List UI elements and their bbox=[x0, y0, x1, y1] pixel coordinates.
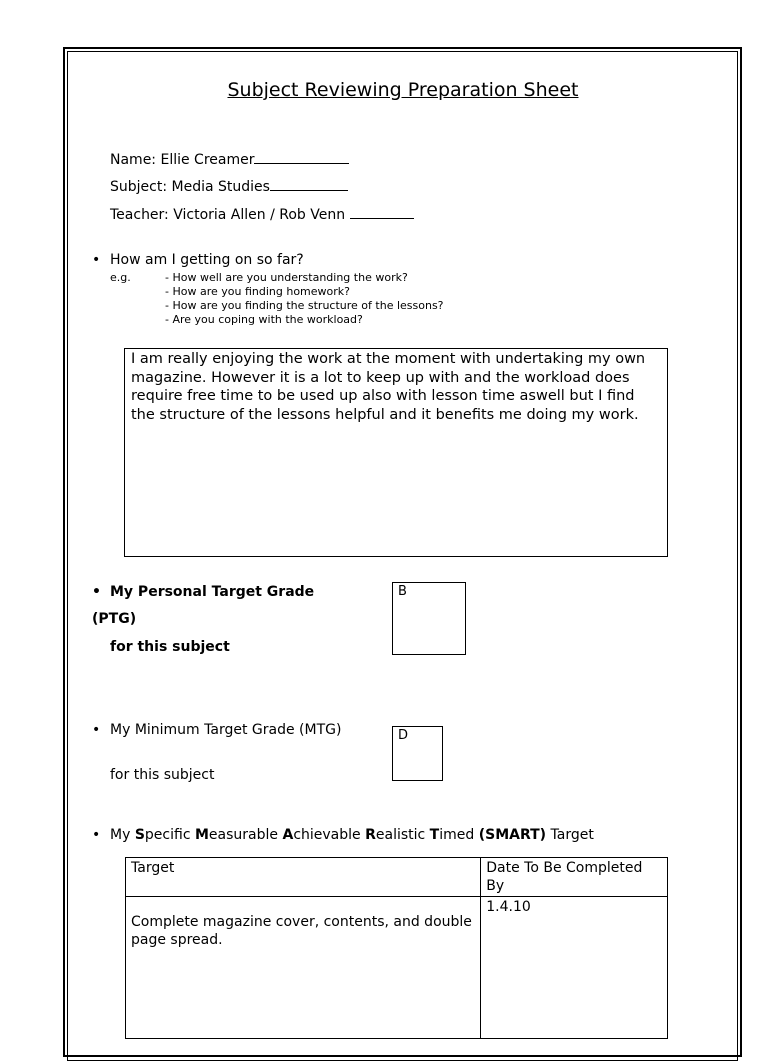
table-header-row bbox=[126, 858, 668, 897]
mtg-grade-box bbox=[392, 726, 443, 781]
smart-acronym: (SMART) bbox=[478, 827, 547, 843]
prompt-item: - How are you finding the structure of the lessons? bbox=[165, 299, 444, 312]
smart-word-realistic: ealistic bbox=[375, 827, 430, 843]
smart-word-achievable: chievable bbox=[293, 827, 366, 843]
smart-word-measurable: easurable bbox=[208, 827, 283, 843]
smart-letter-s: S bbox=[134, 827, 145, 843]
ptg-label-line3: for this subject bbox=[110, 639, 230, 655]
teacher-blank-line bbox=[350, 206, 414, 219]
ptg-label-line1: • My Personal Target Grade bbox=[110, 584, 314, 600]
header-target: Target bbox=[126, 858, 481, 897]
smart-letter-a: A bbox=[282, 827, 294, 843]
page-title: Subject Reviewing Preparation Sheet bbox=[227, 79, 579, 101]
target-cell: Complete magazine cover, contents, and double page spread. bbox=[126, 897, 481, 1039]
subject-field bbox=[110, 178, 348, 195]
smart-target-table bbox=[125, 857, 668, 1039]
smart-intro-my: My bbox=[110, 827, 135, 843]
eg-label: e.g. bbox=[110, 271, 131, 284]
teacher-field-text: Teacher: Victoria Allen / Rob Venn bbox=[110, 207, 350, 223]
ptg-grade-box bbox=[392, 582, 466, 655]
subject-field-text: Subject: Media Studies bbox=[110, 179, 270, 195]
name-blank-line bbox=[254, 151, 349, 164]
smart-word-specific: pecific bbox=[144, 827, 195, 843]
smart-letter-m: M bbox=[194, 827, 209, 843]
subject-blank-line bbox=[270, 178, 348, 191]
prompt-list bbox=[165, 271, 444, 327]
name-field bbox=[110, 151, 349, 168]
ptg-grade-value: B bbox=[398, 584, 407, 599]
table-row bbox=[126, 897, 668, 1039]
smart-intro bbox=[110, 827, 594, 843]
prompt-item: - How are you finding homework? bbox=[165, 285, 350, 298]
prompt-item: - Are you coping with the workload? bbox=[165, 313, 363, 326]
teacher-field bbox=[110, 206, 414, 223]
name-field-text: Name: Ellie Creamer bbox=[110, 152, 255, 168]
mtg-grade-value: D bbox=[398, 728, 409, 743]
smart-letter-r: R bbox=[365, 827, 376, 843]
progress-answer-text: I am really enjoying the work at the moment with undertaking my own magazine. However it is a lot to keep up with and the workload does require free time to be used up also with lesson time aswell but I find the structure of the lessons helpful and it benefits me doing my work. bbox=[131, 351, 646, 423]
mtg-label-line1: • My Minimum Target Grade (MTG) bbox=[110, 722, 341, 738]
smart-word-target: Target bbox=[546, 827, 594, 843]
prompt-item: - How well are you understanding the work? bbox=[165, 271, 408, 284]
date-cell: 1.4.10 bbox=[481, 897, 668, 1039]
progress-answer-box bbox=[124, 348, 668, 557]
header-date: Date To Be Completed By bbox=[481, 858, 668, 897]
smart-letter-t: T bbox=[429, 827, 440, 843]
mtg-label-line2: for this subject bbox=[110, 767, 215, 783]
smart-word-timed: imed bbox=[439, 827, 479, 843]
progress-question: • How am I getting on so far? bbox=[110, 252, 304, 268]
ptg-label-line2: (PTG) bbox=[92, 611, 137, 627]
